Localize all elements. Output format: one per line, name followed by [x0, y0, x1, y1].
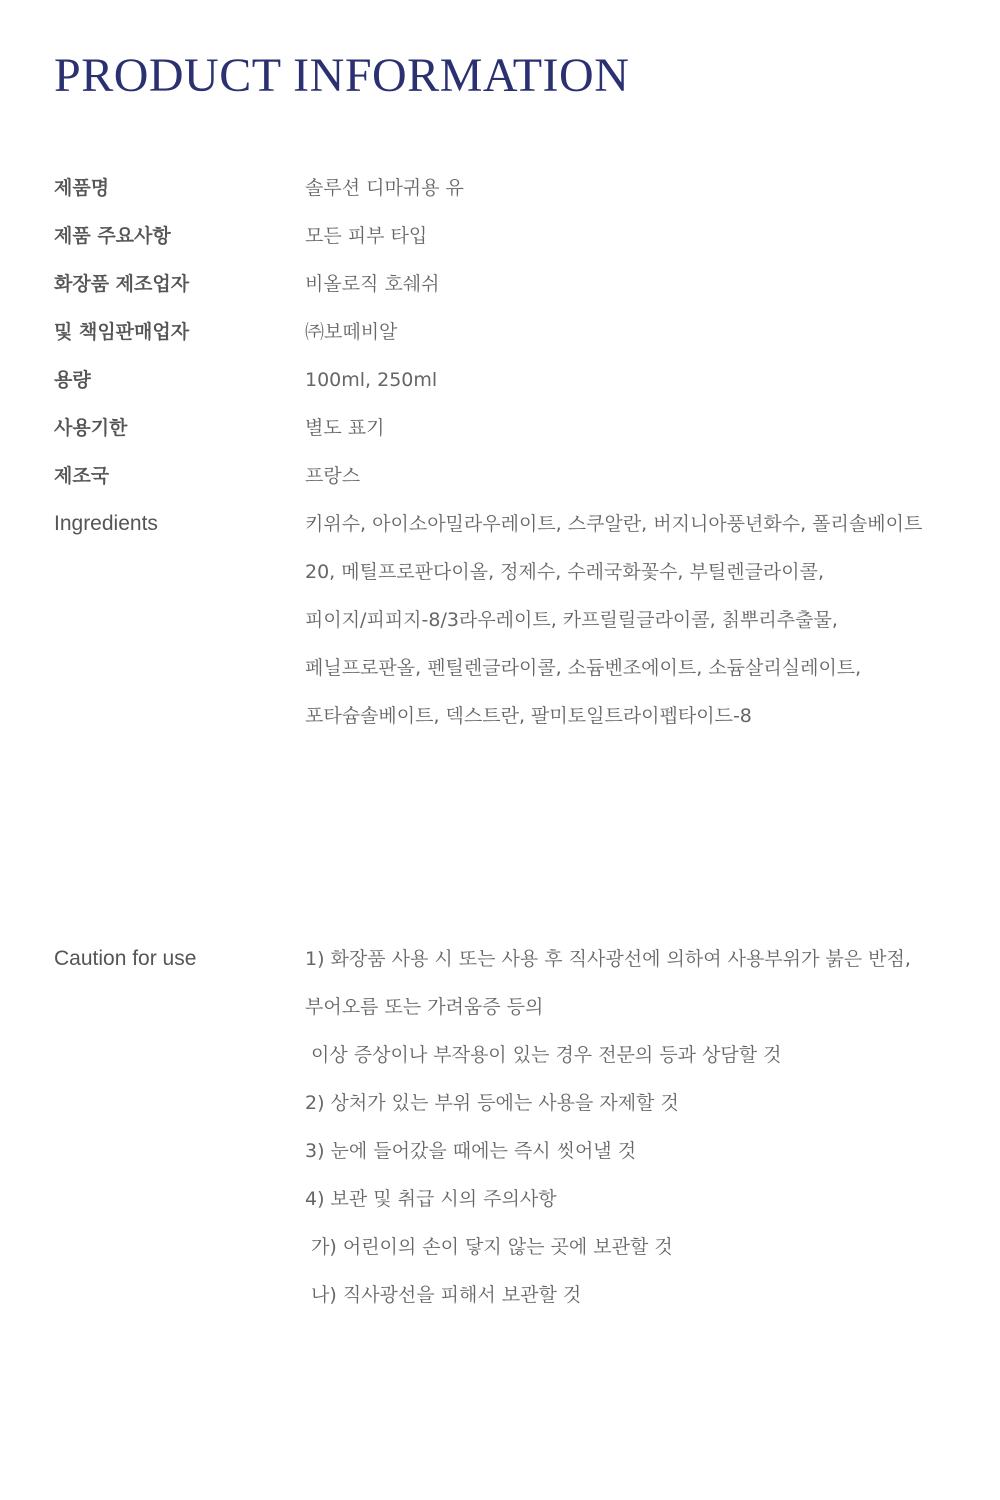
info-label: 사용기한 [54, 417, 128, 439]
caution-line: 나) 직사광선을 피해서 보관할 것 [305, 1284, 582, 1306]
info-row-seller [54, 308, 954, 356]
info-value: 프랑스 [305, 465, 361, 487]
ingredients-line: 키위수, 아이소아밀라우레이트, 스쿠알란, 버지니아풍년화수, 폴리솔베이트 [305, 513, 923, 535]
info-row-ingredients [54, 500, 954, 740]
info-value: 솔루션 디마귀용 유 [305, 177, 464, 199]
caution-line: 3) 눈에 들어갔을 때에는 즉시 씻어낼 것 [305, 1140, 637, 1162]
caution-line: 1) 화장품 사용 시 또는 사용 후 직사광선에 의하여 사용부위가 붉은 반점, [305, 948, 911, 970]
caution-row [54, 935, 954, 1319]
info-value: 100ml, 250ml [305, 369, 438, 391]
page-title: PRODUCT INFORMATION [54, 49, 630, 102]
info-row-expiry [54, 404, 954, 452]
caution-line: 이상 증상이나 부작용이 있는 경우 전문의 등과 상담할 것 [305, 1044, 782, 1066]
ingredients-label: Ingredients [54, 512, 158, 535]
ingredients-line: 포타슘솔베이트, 덱스트란, 팔미토일트라이펩타이드-8 [305, 705, 752, 727]
caution-section [54, 935, 954, 1319]
info-row-product-name [54, 164, 954, 212]
info-label: 및 책임판매업자 [54, 321, 190, 343]
ingredients-value [305, 500, 954, 740]
info-label: 용량 [54, 369, 91, 391]
info-label: 제품 주요사항 [54, 225, 171, 247]
caution-line: 4) 보관 및 취급 시의 주의사항 [305, 1188, 557, 1210]
info-value: ㈜보떼비알 [305, 321, 398, 343]
ingredients-line: 피이지/피피지-8/3라우레이트, 카프릴릴글라이콜, 칡뿌리추출물, [305, 609, 838, 631]
info-row-volume [54, 356, 954, 404]
product-info-table [54, 164, 954, 740]
info-label: 화장품 제조업자 [54, 273, 190, 295]
caution-label: Caution for use [54, 947, 197, 970]
info-row-country [54, 452, 954, 500]
caution-line: 2) 상처가 있는 부위 등에는 사용을 자제할 것 [305, 1092, 679, 1114]
ingredients-line: 20, 메틸프로판다이올, 정제수, 수레국화꽃수, 부틸렌글라이콜, [305, 561, 825, 583]
info-label: 제조국 [54, 465, 110, 487]
info-row-manufacturer [54, 260, 954, 308]
ingredients-line: 페닐프로판올, 펜틸렌글라이콜, 소듐벤조에이트, 소듐살리실레이트, [305, 657, 862, 679]
info-row-key-points [54, 212, 954, 260]
info-label: 제품명 [54, 177, 110, 199]
info-value: 별도 표기 [305, 417, 385, 439]
info-value: 비올로직 호쉐쉬 [305, 273, 440, 295]
caution-line: 부어오름 또는 가려움증 등의 [305, 996, 544, 1018]
caution-value [305, 935, 954, 1319]
info-value: 모든 피부 타입 [305, 225, 428, 247]
caution-line: 가) 어린이의 손이 닿지 않는 곳에 보관할 것 [305, 1236, 673, 1258]
